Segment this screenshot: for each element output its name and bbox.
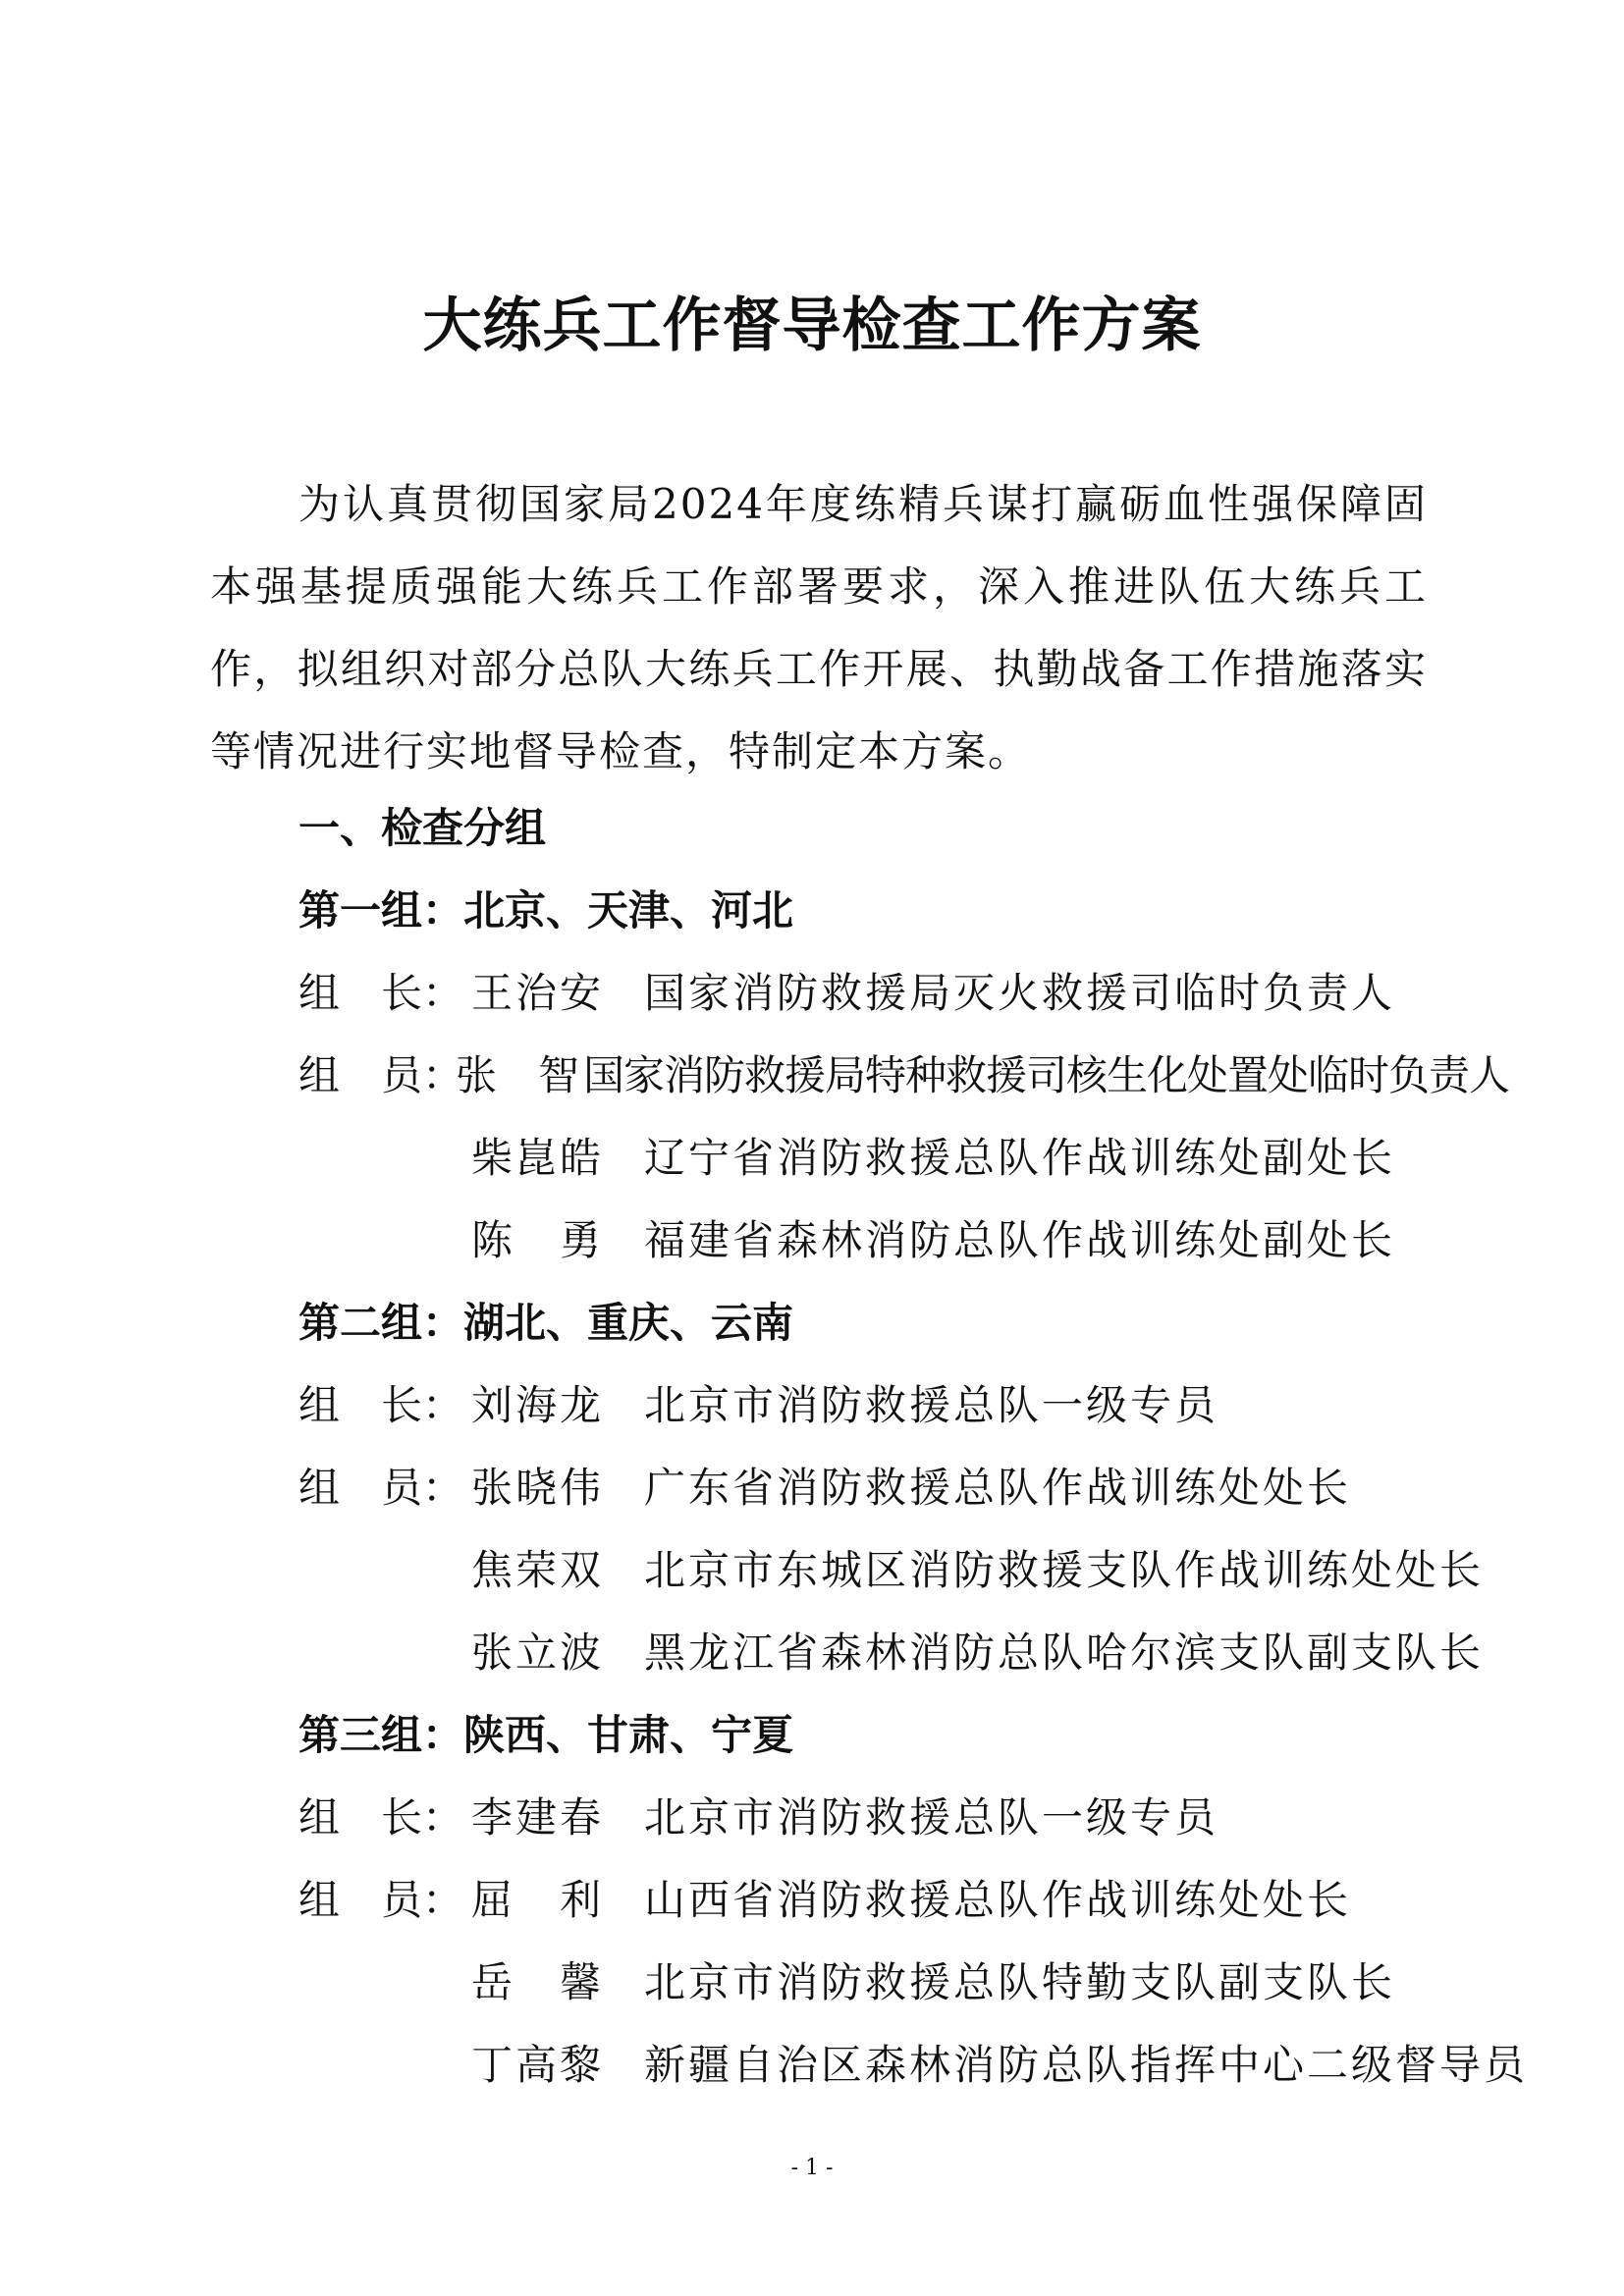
member-position: 黑龙江省森林消防总队哈尔滨支队副支队长	[644, 1629, 1485, 1677]
intro-paragraph: 为认真贯彻国家局2024年度练精兵谋打赢砺血性强保障固本强基提质强能大练兵工作部署要求，深入推进队伍大练兵工作，拟组织对部分总队大练兵工作开展、执勤战备工作措施落实等情况进行实地督导检查，特制定本方案。	[210, 480, 1428, 775]
member-position: 新疆自治区森林消防总队指挥中心二级督导员	[644, 2041, 1529, 2089]
page-number: - 1 -	[790, 2156, 834, 2180]
member-name: 张 智	[456, 1051, 580, 1099]
member-position: 北京市消防救援总队特勤支队副支队长	[644, 1958, 1396, 2006]
member-name: 陈 勇	[471, 1216, 601, 1264]
member-position: 北京市消防救援总队一级专员	[644, 1381, 1219, 1429]
member-role: 组 员：	[298, 1876, 464, 1924]
member-role: 组 长：	[298, 969, 464, 1017]
member-role: 组 员：	[298, 1051, 464, 1099]
member-position: 山西省消防救援总队作战训练处处长	[644, 1876, 1352, 1924]
member-position: 国家消防救援局特种救援司核生化处置处临时负责人	[583, 1051, 1510, 1099]
member-name: 刘海龙	[471, 1381, 601, 1429]
member-name: 丁高黎	[471, 2041, 601, 2089]
section-heading: 一、检查分组	[298, 804, 547, 852]
group-heading: 第三组：陕西、甘肃、宁夏	[298, 1711, 794, 1759]
member-name: 李建春	[471, 1793, 601, 1842]
member-position: 国家消防救援局灭火救援司临时负责人	[644, 969, 1396, 1017]
member-position: 辽宁省消防救援总队作战训练处副处长	[644, 1134, 1396, 1182]
member-role: 组 长：	[298, 1793, 464, 1842]
member-name: 岳 馨	[471, 1958, 601, 2006]
member-position: 北京市消防救援总队一级专员	[644, 1793, 1219, 1842]
member-name: 王治安	[471, 969, 601, 1017]
member-role: 组 长：	[298, 1381, 464, 1429]
member-name: 屈 利	[471, 1876, 601, 1924]
group-heading: 第二组：湖北、重庆、云南	[298, 1299, 794, 1347]
member-name: 张晓伟	[471, 1464, 601, 1512]
group-heading: 第一组：北京、天津、河北	[298, 886, 794, 934]
document-title: 大练兵工作督导检查工作方案	[422, 292, 1202, 360]
member-role: 组 员：	[298, 1464, 464, 1512]
member-position: 福建省森林消防总队作战训练处副处长	[644, 1216, 1396, 1264]
member-name: 柴崑皓	[471, 1134, 601, 1182]
member-position: 广东省消防救援总队作战训练处处长	[644, 1464, 1352, 1512]
member-position: 北京市东城区消防救援支队作战训练处处长	[644, 1546, 1485, 1594]
member-name: 焦荣双	[471, 1546, 601, 1594]
member-name: 张立波	[471, 1629, 601, 1677]
